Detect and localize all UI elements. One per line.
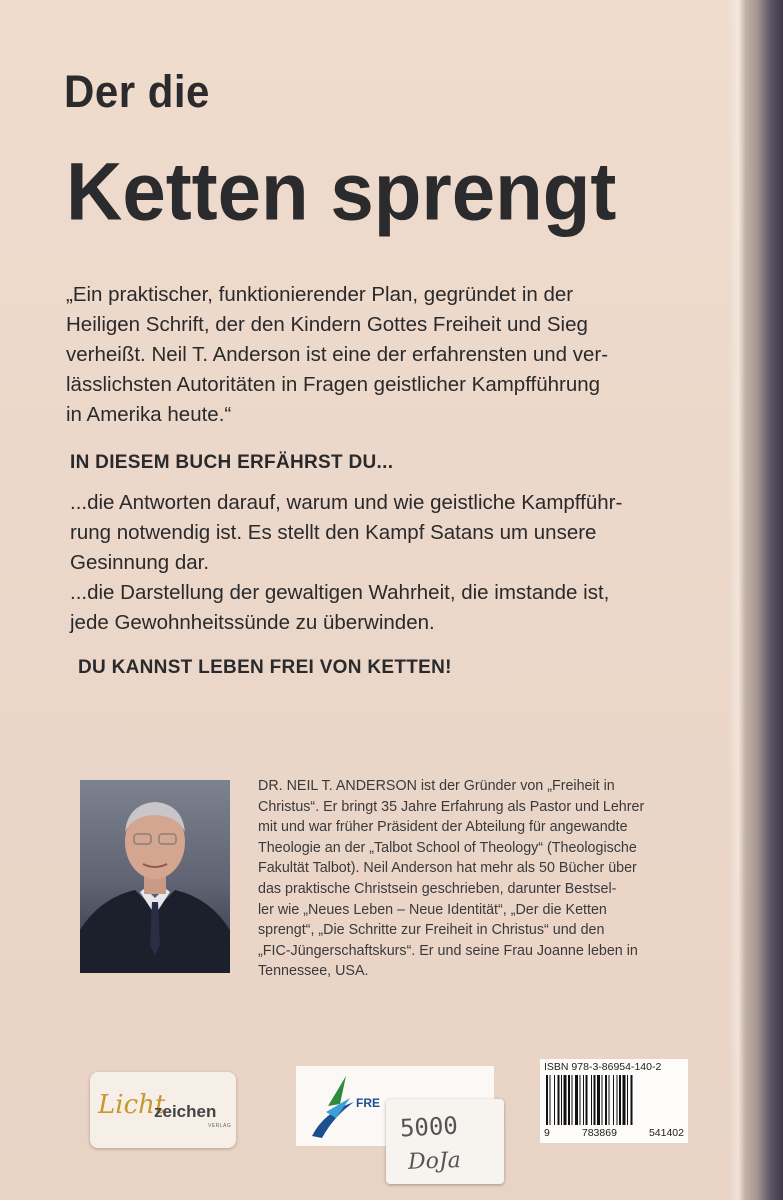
adjacent-book-spine (742, 0, 783, 1200)
intro-heading: IN DIESEM BUCH ERFÄHRST DU... (70, 452, 394, 473)
partner-logo-text: FRE (356, 1096, 380, 1110)
quote-line: in Amerika heute.“ (66, 403, 232, 426)
bird-swoosh-icon (306, 1072, 362, 1142)
publisher-logo (90, 1072, 236, 1148)
author-bio (258, 776, 718, 982)
isbn-digit-group: 9 (544, 1127, 550, 1139)
isbn-label: ISBN 978-3-86954-140-2 (544, 1061, 662, 1073)
publisher-logo-part2: zeichen (154, 1102, 217, 1121)
quote-line: Heiligen Schrift, der den Kindern Gottes Freiheit und Sieg (66, 313, 588, 336)
isbn-digits (540, 1127, 688, 1139)
quote-line: „Ein praktischer, funktionierender Plan, gegründet in der (66, 283, 574, 306)
points-line: rung notwendig ist. Es stellt den Kampf Satans um unsere (70, 521, 597, 544)
bio-line: Tennessee, USA. (258, 963, 369, 980)
closing-heading: DU KANNST LEBEN FREI VON KETTEN! (78, 657, 452, 678)
points-paragraph (70, 488, 710, 638)
title-line-2: Ketten sprengt (66, 145, 617, 238)
isbn-digit-group: 541402 (648, 1127, 684, 1139)
quote-line: verheißt. Neil T. Anderson ist eine der erfahrensten und ver- (66, 343, 609, 366)
author-photo (80, 780, 230, 973)
author-portrait-icon (80, 780, 230, 973)
bio-line: das praktische Christsein geschrieben, darunter Bestsel- (258, 880, 617, 897)
cover-edge (728, 0, 745, 1200)
price-sticker (386, 1099, 504, 1184)
bio-line: Christus“. Er bringt 35 Jahre Erfahrung als Pastor und Lehrer (258, 798, 645, 815)
points-line: Gesinnung dar. (70, 551, 210, 574)
bio-line: sprengt“, „Die Schritte zur Freiheit in Christus“ und den (258, 922, 605, 939)
bio-line: Theologie an der „Talbot School of Theology“ (Theologische (258, 839, 637, 856)
sticker-code: 5000 (399, 1111, 459, 1143)
points-line: ...die Antworten darauf, warum und wie geistliche Kampfführ- (70, 491, 623, 514)
bio-line: DR. NEIL T. ANDERSON ist der Gründer von „Freiheit in (258, 778, 615, 794)
bio-line: „FIC-Jüngerschaftskurs“. Er und seine Frau Joanne leben in (258, 942, 638, 959)
sticker-initials: DoJa (407, 1148, 462, 1175)
isbn-barcode-block (540, 1059, 688, 1143)
title-line-1: Der die (64, 66, 210, 117)
isbn-digit-group: 783869 (581, 1127, 617, 1139)
blurb-quote (66, 280, 706, 430)
publisher-logo-part1: Licht (98, 1090, 166, 1120)
publisher-logo-subtitle: VERLAG (208, 1123, 232, 1129)
quote-line: lässlichsten Autoritäten in Fragen geistlicher Kampfführung (66, 373, 601, 396)
barcode-icon (544, 1075, 684, 1125)
points-line: ...die Darstellung der gewaltigen Wahrheit, die imstande ist, (70, 581, 610, 604)
bio-line: Fakultät Talbot). Neil Anderson hat mehr als 50 Bücher über (258, 860, 637, 877)
bio-line: mit und war früher Präsident der Abteilung für angewandte (258, 819, 628, 836)
bio-line: ler wie „Neues Leben – Neue Identität“, „Der die Ketten (258, 901, 607, 918)
points-line: jede Gewohnheitssünde zu überwinden. (70, 611, 435, 634)
